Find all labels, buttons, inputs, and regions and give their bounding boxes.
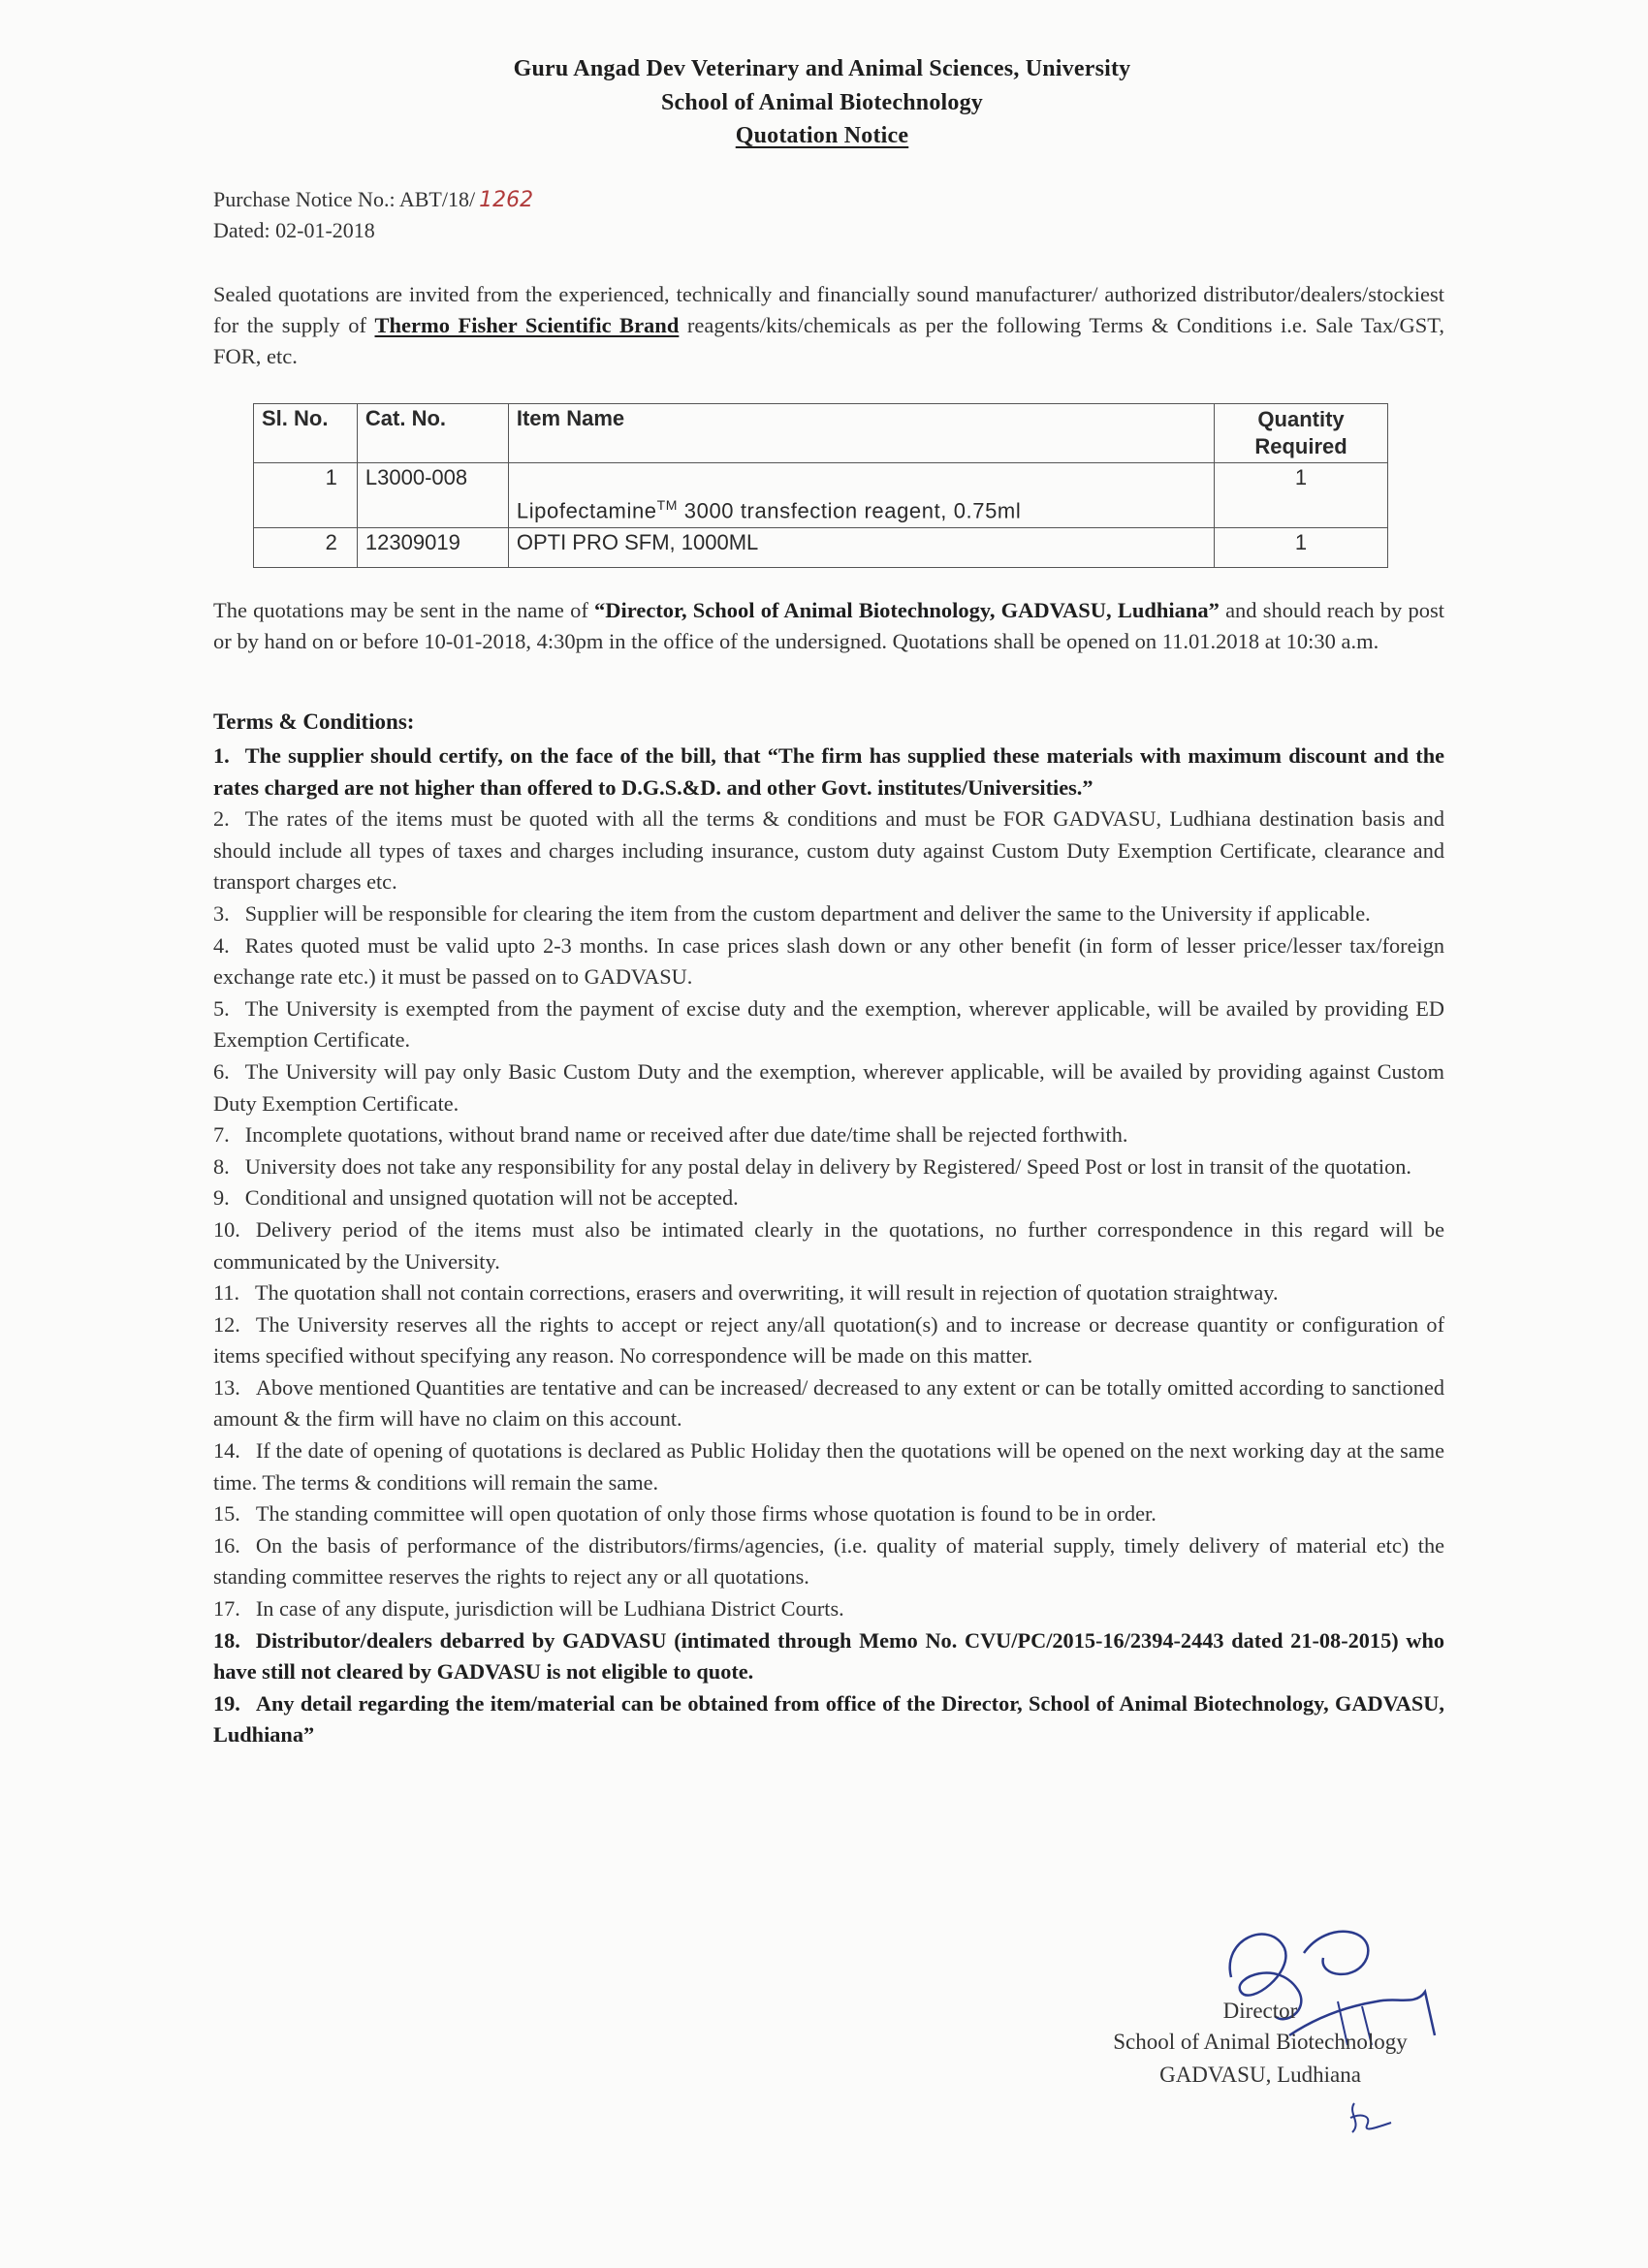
term-item: 6. The University will pay only Basic Custom Duty and the exemption, wherever applicable, will be availed by providing against Custom Duty Exemption Certificate. bbox=[213, 1058, 1444, 1116]
notice-date: Dated: 02-01-2018 bbox=[213, 218, 375, 242]
term-item: 14. If the date of opening of quotations is declared as Public Holiday then the quotations will be opened on the next working day at the same time. The terms & conditions will remain the same. bbox=[213, 1438, 1444, 1495]
term-item: 8. University does not take any responsibility for any postal delay in delivery by Registered/ Speed Post or lost in transit of the quotation. bbox=[213, 1153, 1411, 1179]
term-item: 3. Supplier will be responsible for clearing the item from the custom department and deliver the same to the University if applicable. bbox=[213, 900, 1371, 926]
terms-title: Terms & Conditions: bbox=[213, 709, 415, 734]
items-table bbox=[253, 403, 1388, 568]
intro-paragraph: Sealed quotations are invited from the experienced, technically and financially sound manufacturer/ authorized distributor/dealers/stockiest for the supply of Thermo Fisher Scientific Brand reagents/kits/chemicals as per the following Terms & Conditions i.e. Sale Tax/GST, FOR, etc. bbox=[213, 282, 1444, 368]
cell-sl: 2 bbox=[254, 528, 358, 568]
term-item: 18. Distributor/dealers debarred by GADVASU (intimated through Memo No. CVU/PC/2015-16/2394-2443 dated 21-08-2015) who have still not cleared by GADVASU is not eligible to quote. bbox=[213, 1627, 1444, 1685]
term-item: 16. On the basis of performance of the distributors/firms/agencies, (i.e. quality of material supply, timely delivery of material etc) the standing committee reserves the rights to reject any or all quotations. bbox=[213, 1532, 1444, 1590]
handwritten-notice-number: 1262 bbox=[479, 188, 534, 212]
term-item: 15. The standing committee will open quotation of only those firms whose quotation is found to be in order. bbox=[213, 1501, 1157, 1527]
cell-item-name: Lipofectamine™ 3000 transfection reagent, 0.75ml bbox=[508, 463, 1214, 528]
page-title: Quotation Notice bbox=[735, 123, 909, 148]
header-quantity: Quantity Required bbox=[1215, 404, 1388, 463]
cell-qty: 1 bbox=[1215, 463, 1388, 528]
term-item: 1. The supplier should certify, on the face of the bill, that “The firm has supplied these materials with maximum discount and the rates charged are not higher than offered to D.G.S.&D. and other Govt. institutes/Universities.” bbox=[213, 743, 1444, 800]
term-item: 12. The University reserves all the rights to accept or reject any/all quotation(s) and to increase or decrease quantity or configuration of items specified without specifying any reason. No correspondence will be made on this matter. bbox=[213, 1311, 1444, 1369]
term-item: 5. The University is exempted from the payment of excise duty and the exemption, wherever applicable, will be availed by providing ED Exemption Certificate. bbox=[213, 995, 1444, 1053]
term-item: 7. Incomplete quotations, without brand name or received after due date/time shall be rejected forthwith. bbox=[213, 1122, 1128, 1148]
handwritten-initials bbox=[1343, 2098, 1401, 2142]
purchase-notice-number bbox=[213, 187, 533, 212]
term-item: 17. In case of any dispute, jurisdiction will be Ludhiana District Courts. bbox=[213, 1596, 844, 1622]
term-item: 19. Any detail regarding the item/material can be obtained from office of the Director, School of Animal Biotechnology, GADVASU, Ludhiana” bbox=[213, 1690, 1444, 1748]
cell-sl: 1 bbox=[254, 463, 358, 528]
school-name: School of Animal Biotechnology bbox=[660, 90, 984, 115]
table-row bbox=[254, 528, 1388, 568]
term-item: 10. Delivery period of the items must also be intimated clearly in the quotations, no further correspondence in this regard will be communicated by the University. bbox=[213, 1216, 1444, 1274]
university-name: Guru Angad Dev Veterinary and Animal Sciences, University bbox=[513, 56, 1131, 81]
addressee: “Director, School of Animal Biotechnology, GADVASU, Ludhiana” bbox=[594, 598, 1220, 622]
purchase-notice-label: Purchase Notice No.: ABT/18/ bbox=[213, 187, 476, 211]
cell-cat: L3000-008 bbox=[357, 463, 508, 528]
signatory-title: Director bbox=[1222, 1999, 1298, 2023]
signatory-school: School of Animal Biotechnology bbox=[1113, 2030, 1408, 2054]
signatory-university: GADVASU, Ludhiana bbox=[1159, 2063, 1361, 2087]
term-item: 9. Conditional and unsigned quotation will not be accepted. bbox=[213, 1185, 739, 1211]
header-sl-no: Sl. No. bbox=[254, 404, 358, 463]
table-row bbox=[254, 463, 1388, 528]
cell-cat: 12309019 bbox=[357, 528, 508, 568]
cell-item-name: OPTI PRO SFM, 1000ML bbox=[508, 528, 1214, 568]
term-item: 4. Rates quoted must be valid upto 2-3 months. In case prices slash down or any other benefit (in form of lesser price/lesser tax/foreign exchange rate etc.) it must be passed on to GADVASU. bbox=[213, 932, 1444, 990]
table-header-row bbox=[254, 404, 1388, 463]
header-cat-no: Cat. No. bbox=[357, 404, 508, 463]
term-item: 2. The rates of the items must be quoted with all the terms & conditions and must be FOR GADVASU, Ludhiana destination basis and should include all types of taxes and charges including insurance, custom duty against Custom Duty Exemption Certificate, clearance and transport charges etc. bbox=[213, 806, 1444, 895]
quotation-instructions: The quotations may be sent in the name of “Director, School of Animal Biotechnology, GADVASU, Ludhiana” and should reach by post or by hand on or before 10-01-2018, 4:30pm in the office of the undersigned. Quotations shall be opened on 11.01.2018 at 10:30 a.m. bbox=[213, 598, 1444, 653]
term-item: 13. Above mentioned Quantities are tentative and can be increased/ decreased to any extent or can be totally omitted according to sanctioned amount & the firm will have no claim on this account. bbox=[213, 1374, 1444, 1432]
term-item: 11. The quotation shall not contain corrections, erasers and overwriting, it will result in rejection of quotation straightway. bbox=[213, 1280, 1279, 1306]
header-item-name: Item Name bbox=[508, 404, 1214, 463]
terms-list bbox=[213, 740, 1444, 1751]
brand-name: Thermo Fisher Scientific Brand bbox=[374, 313, 680, 337]
cell-qty: 1 bbox=[1215, 528, 1388, 568]
